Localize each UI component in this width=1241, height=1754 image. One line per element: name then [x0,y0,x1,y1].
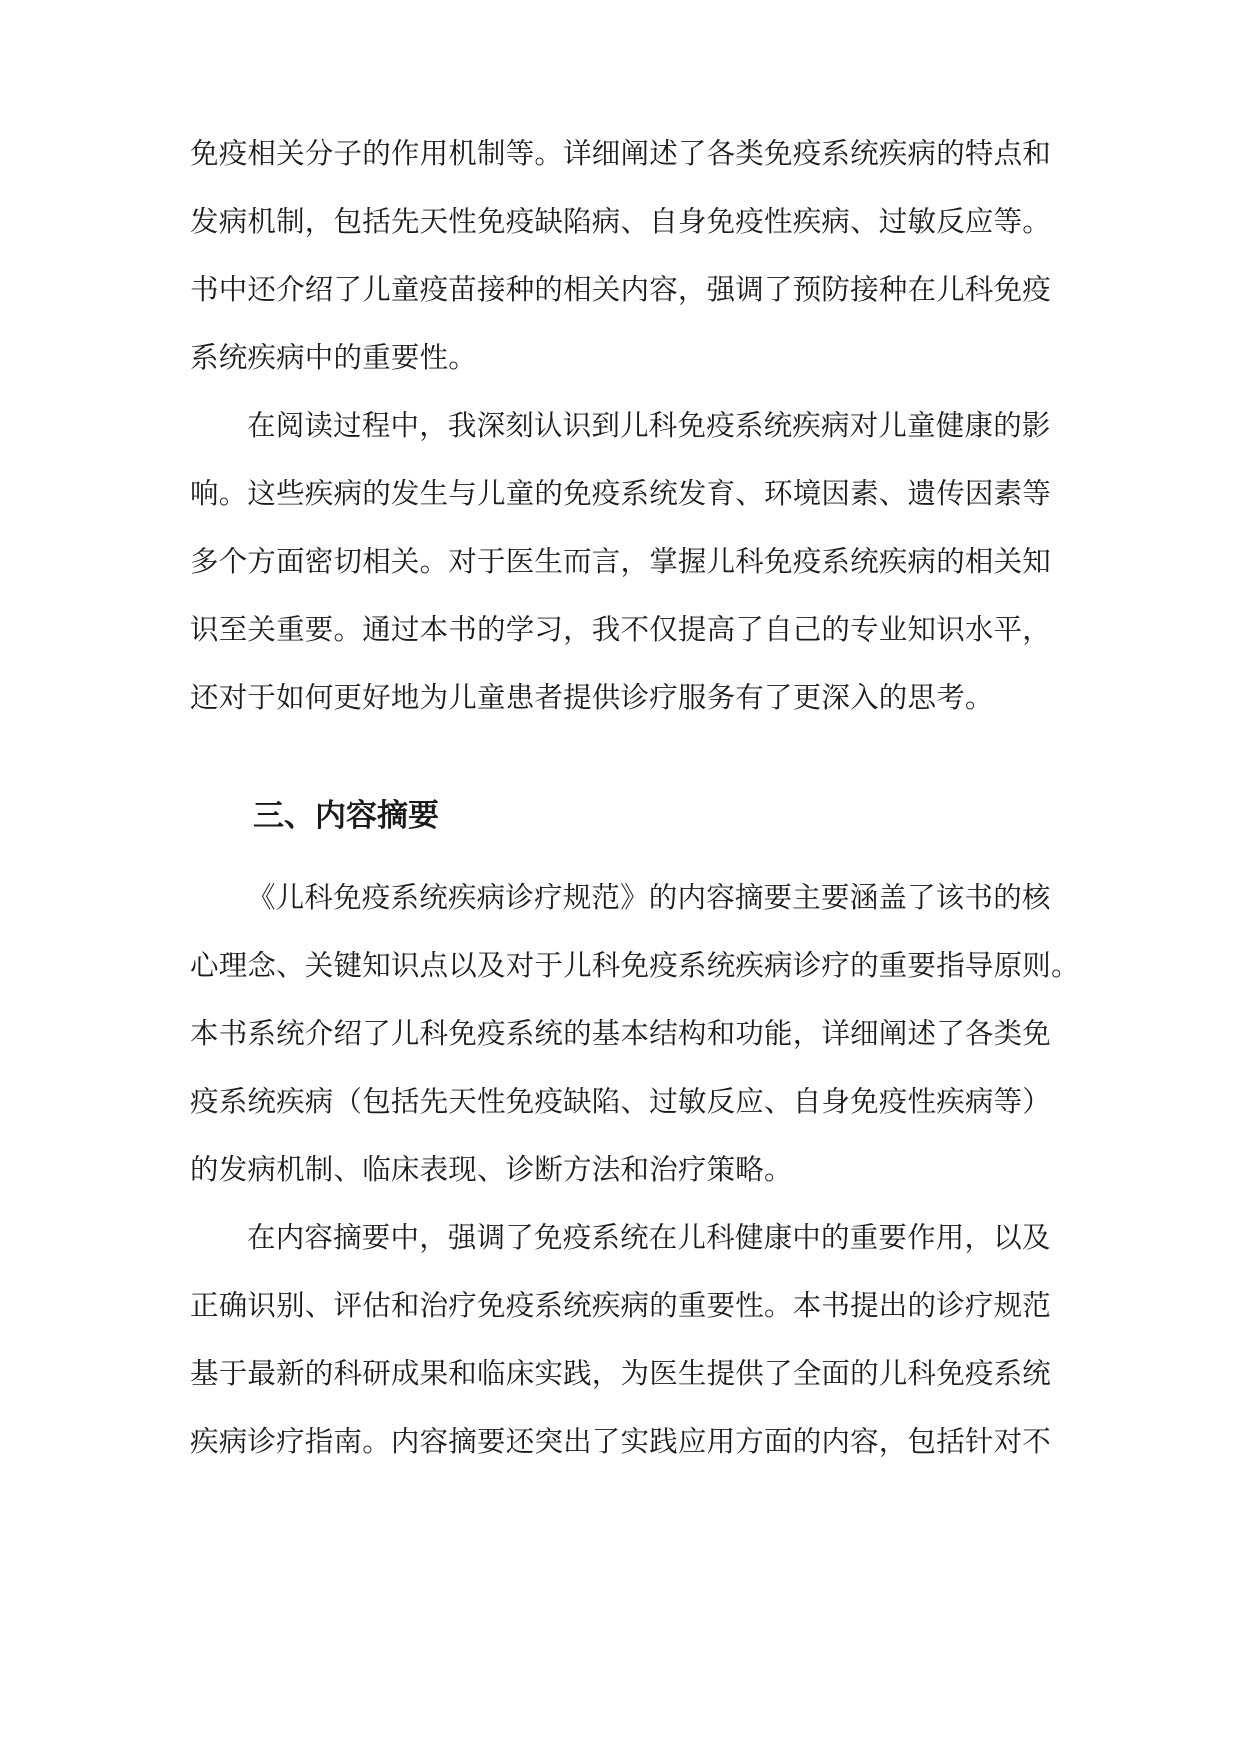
paragraph-1-line-1: 免疫相关分子的作用机制等。详细阐述了各类免疫系统疾病的特点和 [190,137,1052,170]
paragraph-1-line-4: 系统疾病中的重要性。 [190,341,478,374]
paragraph-3-line-1: 《儿科免疫系统疾病诊疗规范》的内容摘要主要涵盖了该书的核 [247,881,1051,914]
paragraph-2-line-3: 多个方面密切相关。对于医生而言，掌握儿科免疫系统疾病的相关知 [190,545,1052,578]
paragraph-1-line-2: 发病机制，包括先天性免疫缺陷病、自身免疫性疾病、过敏反应等。 [190,205,1052,238]
paragraph-3-line-2: 心理念、关键知识点以及对于儿科免疫系统疾病诊疗的重要指导原则。 [190,949,1080,982]
paragraph-3-line-4: 疫系统疾病（包括先天性免疫缺陷、过敏反应、自身免疫性疾病等） [190,1085,1052,1118]
paragraph-2-line-4: 识至关重要。通过本书的学习，我不仅提高了自己的专业知识水平， [190,613,1052,646]
paragraph-4-line-1: 在内容摘要中，强调了免疫系统在儿科健康中的重要作用，以及 [247,1221,1051,1254]
paragraph-3-line-5: 的发病机制、临床表现、诊断方法和治疗策略。 [190,1153,793,1186]
paragraph-2-line-5: 还对于如何更好地为儿童患者提供诊疗服务有了更深入的思考。 [190,681,994,714]
paragraph-4-line-3: 基于最新的科研成果和临床实践，为医生提供了全面的儿科免疫系统 [190,1357,1052,1390]
paragraph-3-line-3: 本书系统介绍了儿科免疫系统的基本结构和功能，详细阐述了各类免 [190,1017,1052,1050]
paragraph-4-line-4: 疾病诊疗指南。内容摘要还突出了实践应用方面的内容，包括针对不 [190,1425,1052,1458]
paragraph-2-line-2: 响。这些疾病的发生与儿童的免疫系统发育、环境因素、遗传因素等 [190,477,1052,510]
paragraph-1-line-3: 书中还介绍了儿童疫苗接种的相关内容，强调了预防接种在儿科免疫 [190,273,1052,306]
section-heading: 三、内容摘要 [253,798,439,834]
paragraph-2-line-1: 在阅读过程中，我深刻认识到儿科免疫系统疾病对儿童健康的影 [247,409,1051,442]
paragraph-4-line-2: 正确识别、评估和治疗免疫系统疾病的重要性。本书提出的诊疗规范 [190,1289,1052,1322]
